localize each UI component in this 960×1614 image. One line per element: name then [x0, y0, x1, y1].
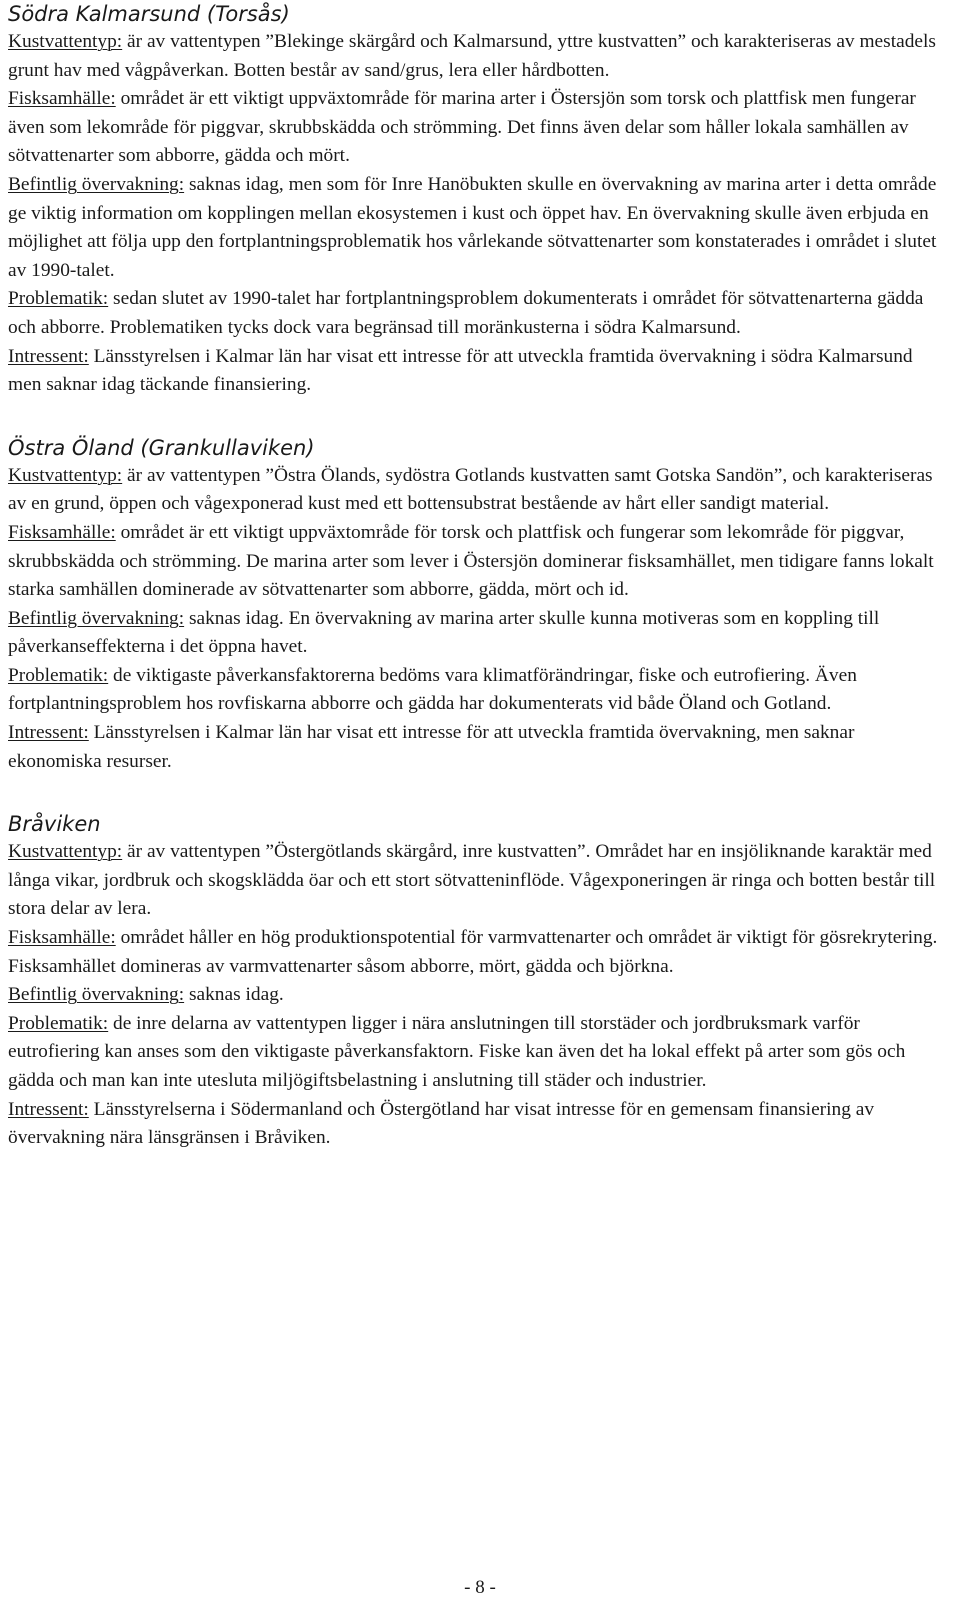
paragraph-befintlig-overvakning — [8, 605, 938, 662]
paragraph-text: är av vattentypen ”Östra Ölands, sydöstra Gotlands kustvatten samt Gotska Sandön”, och karakteriseras av en grund, öppen och vågexponerad kust med ett bottensubstrat bestående av hårt eller sandigt material. — [8, 464, 933, 515]
section-braviken — [8, 810, 938, 1153]
paragraph-kustvattentyp — [8, 838, 938, 924]
paragraph-label: Kustvattentyp: — [8, 464, 123, 486]
document-page — [8, 0, 938, 1187]
paragraph-problematik — [8, 662, 938, 719]
section-title: Södra Kalmarsund (Torsås) — [8, 2, 290, 26]
paragraph-label: Fisksamhälle: — [8, 88, 116, 110]
paragraph-text: området är ett viktigt uppväxtområde för torsk och plattfisk och fungerar som lekområde för piggvar, skrubbskädda och strömming. De marina arter som lever i Östersjön dominerar fisksamhället, men tidigare fanns lokalt starka samhällen dominerade av sötvattenarter som abborre, gädda, mört och id. — [8, 521, 934, 601]
paragraph-fisksamhalle — [8, 85, 938, 171]
section-title: Östra Öland (Grankullaviken) — [8, 435, 315, 460]
paragraph-kustvattentyp — [8, 28, 938, 85]
paragraph-text: området är ett viktigt uppväxtområde för marina arter i Östersjön som torsk och plattfisk men fungerar även som lekområde för piggvar, skrubbskädda och strömming. Det finns även delar som håller lokala samhällen av sötvattenarter som abborre, gädda och mört. — [8, 88, 916, 167]
paragraph-label: Intressent: — [8, 1098, 89, 1120]
page-number: - 8 - — [464, 1577, 496, 1598]
paragraph-label: Problematik: — [8, 664, 109, 686]
section-sodra-kalmarsund — [8, 0, 938, 400]
paragraph-label: Kustvattentyp: — [8, 31, 123, 52]
paragraph-label: Intressent: — [8, 345, 89, 367]
paragraph-text: området håller en hög produktionspotential för varmvattenarter och området är viktigt för gösrekrytering. Fisksamhället domineras av varmvattenarter såsom abborre, mört, gädda och björkna. — [8, 927, 938, 977]
paragraph-label: Befintlig övervakning: — [8, 984, 185, 1006]
paragraph-befintlig-overvakning — [8, 171, 938, 285]
paragraph-label: Problematik: — [8, 1012, 109, 1034]
paragraph-label: Befintlig övervakning: — [8, 173, 185, 195]
paragraph-text: Länsstyrelsen i Kalmar län har visat ett intresse för att utveckla framtida övervakning, men saknar ekonomiska resurser. — [8, 722, 855, 772]
paragraph-label: Befintlig övervakning: — [8, 607, 185, 629]
paragraph-fisksamhalle — [8, 519, 938, 605]
paragraph-text: de inre delarna av vattentypen ligger i nära anslutningen till storstäder och jordbruksmark varför eutrofiering kan anses som den viktigaste påverkansfaktorn. Fiske kan även det ha lokal effekt på arter som gös och gädda och man kan inte utesluta miljögiftsbelastning i anslutning till städer och industrier. — [8, 1012, 906, 1091]
paragraph-label: Intressent: — [8, 722, 89, 744]
paragraph-label: Problematik: — [8, 288, 109, 310]
paragraph-text: saknas idag, men som för Inre Hanöbukten skulle en övervakning av marina arter i detta område ge viktig information om kopplingen mellan ekosystemen i kust och öppet hav. En övervakning skulle även erbjuda en möjlighet att följa upp den fortplantningsproblematik hos vårlekande sötvattenarter som konstaterades i området i slutet av 1990-talet. — [8, 173, 937, 281]
paragraph-text: de viktigaste påverkansfaktorerna bedöms vara klimatförändringar, fiske och eutrofiering. Även fortplantningsproblem hos rovfiskarna abborre och gädda har dokumenterats vid både Öland och Gotland. — [8, 664, 857, 715]
paragraph-text: Länsstyrelsen i Kalmar län har visat ett intresse för att utveckla framtida övervakning i södra Kalmarsund men saknar idag täckande finansiering. — [8, 345, 913, 396]
paragraph-befintlig-overvakning — [8, 981, 938, 1010]
paragraph-text: saknas idag. En övervakning av marina arter skulle kunna motiveras som en koppling till påverkanseffekterna i det öppna havet. — [8, 607, 880, 658]
paragraph-text: Länsstyrelserna i Södermanland och Östergötland har visat intresse för en gemensam finansiering av övervakning nära länsgränsen i Bråviken. — [8, 1098, 875, 1149]
section-title: Bråviken — [8, 812, 101, 837]
paragraph-text: saknas idag. — [184, 984, 284, 1006]
paragraph-fisksamhalle — [8, 924, 938, 981]
paragraph-intressent — [8, 719, 938, 776]
paragraph-intressent — [8, 1096, 938, 1153]
paragraph-label: Kustvattentyp: — [8, 841, 123, 863]
paragraph-text: är av vattentypen ”Östergötlands skärgård, inre kustvatten”. Området har en insjöliknande karaktär med långa vikar, jordbruk och skogsklädda öar och ett stort sötvatteninflöde. Vågexponeringen är ringa och botten består till stora delar av lera. — [8, 841, 936, 920]
paragraph-label: Fisksamhälle: — [8, 521, 116, 543]
paragraph-problematik — [8, 1010, 938, 1096]
paragraph-kustvattentyp — [8, 462, 938, 519]
paragraph-intressent — [8, 343, 938, 400]
paragraph-text: sedan slutet av 1990-talet har fortplantningsproblem dokumenterats i området för sötvattenarterna gädda och abborre. Problematiken tycks dock vara begränsad till moränkusterna i södra Kalmarsund. — [8, 288, 924, 338]
paragraph-problematik — [8, 285, 938, 342]
paragraph-text: är av vattentypen ”Blekinge skärgård och Kalmarsund, yttre kustvatten” och karakteriseras av mestadels grunt hav med vågpåverkan. Botten består av sand/grus, lera eller hårdbotten. — [8, 31, 936, 81]
section-ostra-oland — [8, 434, 938, 777]
paragraph-label: Fisksamhälle: — [8, 927, 116, 949]
